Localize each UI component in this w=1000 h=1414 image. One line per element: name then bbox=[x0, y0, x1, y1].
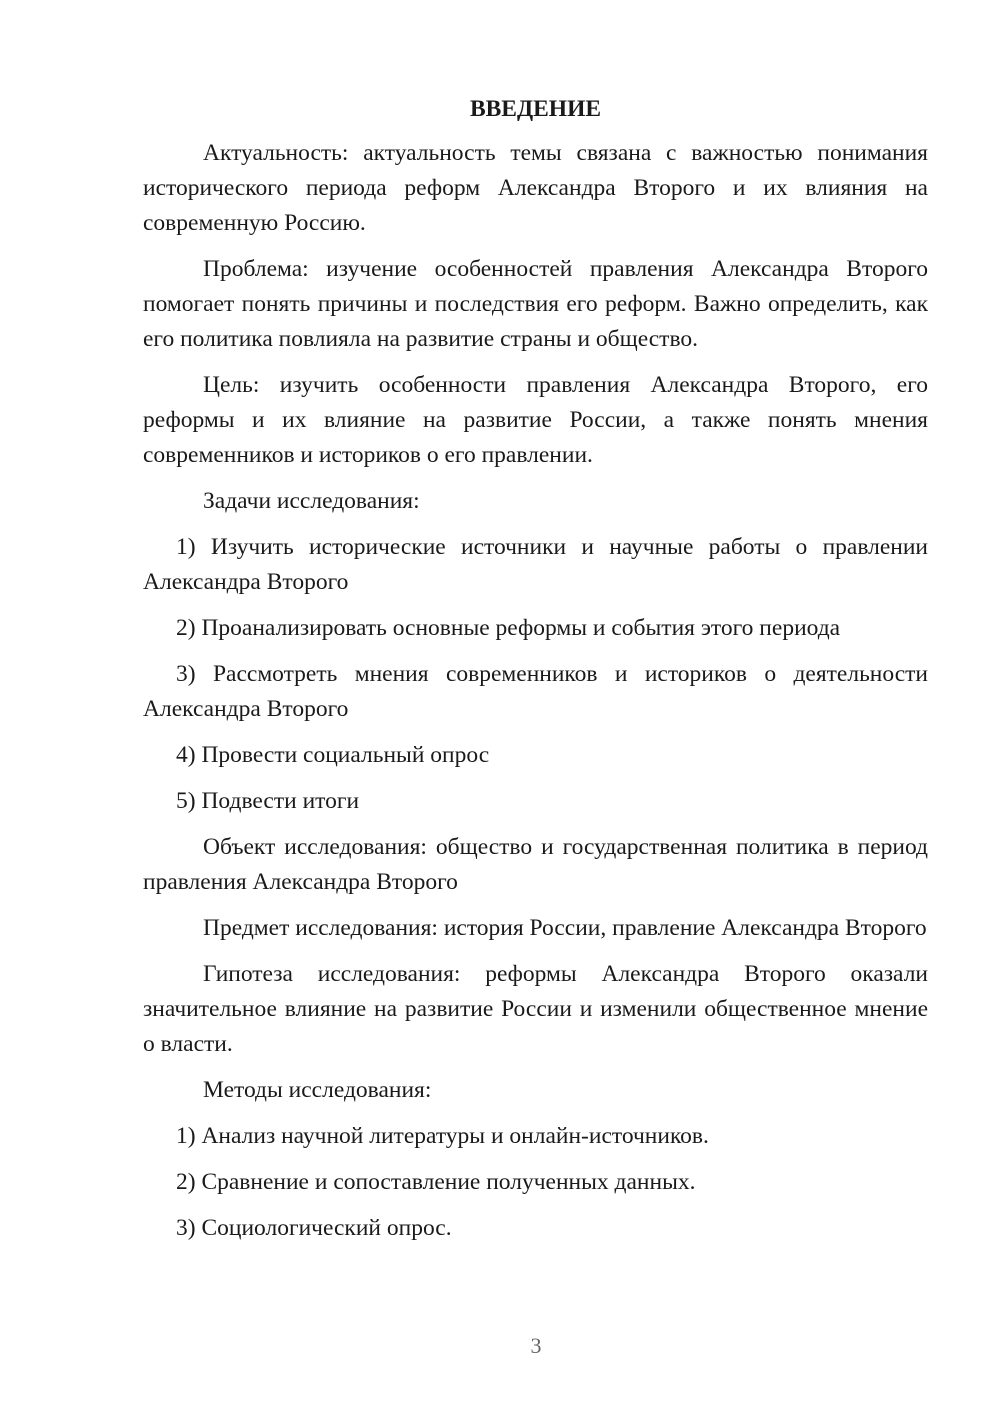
task-item: 2) Проанализировать основные реформы и события этого периода bbox=[176, 615, 841, 641]
tasks-heading: Задачи исследования: bbox=[203, 488, 420, 514]
task-item: 5) Подвести итоги bbox=[176, 788, 360, 814]
page-number: 3 bbox=[530, 1333, 542, 1358]
task-item: 4) Провести социальный опрос bbox=[176, 742, 490, 768]
method-item: 2) Сравнение и сопоставление полученных данных. bbox=[176, 1169, 696, 1195]
method-item: 3) Социологический опрос. bbox=[176, 1215, 452, 1241]
methods-heading: Методы исследования: bbox=[203, 1077, 432, 1103]
task-item: 3) Рассмотреть мнения современников и историков о деятельности Александра Второго bbox=[143, 661, 928, 722]
page-title: ВВЕДЕНИЕ bbox=[469, 96, 602, 122]
hypothesis-paragraph: Гипотеза исследования: реформы Александра Второго оказали значительное влияние на развитие России и изменили общественное мнение о власти. bbox=[143, 961, 928, 1057]
object-paragraph: Объект исследования: общество и государственная политика в период правления Александра Второго bbox=[143, 834, 928, 895]
problem-paragraph: Проблема: изучение особенностей правления Александра Второго помогает понять причины и последствия его реформ. Важно определить, как его политика повлияла на развитие страны и общество. bbox=[143, 256, 928, 352]
goal-paragraph: Цель: изучить особенности правления Александра Второго, его реформы и их влияние на развитие России, а также понять мнения современников и историков о его правлении. bbox=[143, 372, 928, 468]
relevance-paragraph: Актуальность: актуальность темы связана с важностью понимания исторического периода реформ Александра Второго и их влияния на современную Россию. bbox=[143, 140, 928, 236]
page-content bbox=[143, 92, 928, 1257]
subject-paragraph: Предмет исследования: история России, правление Александра Второго bbox=[203, 915, 927, 941]
method-item: 1) Анализ научной литературы и онлайн-источников. bbox=[176, 1123, 709, 1149]
task-item: 1) Изучить исторические источники и научные работы о правлении Александра Второго bbox=[143, 534, 928, 595]
